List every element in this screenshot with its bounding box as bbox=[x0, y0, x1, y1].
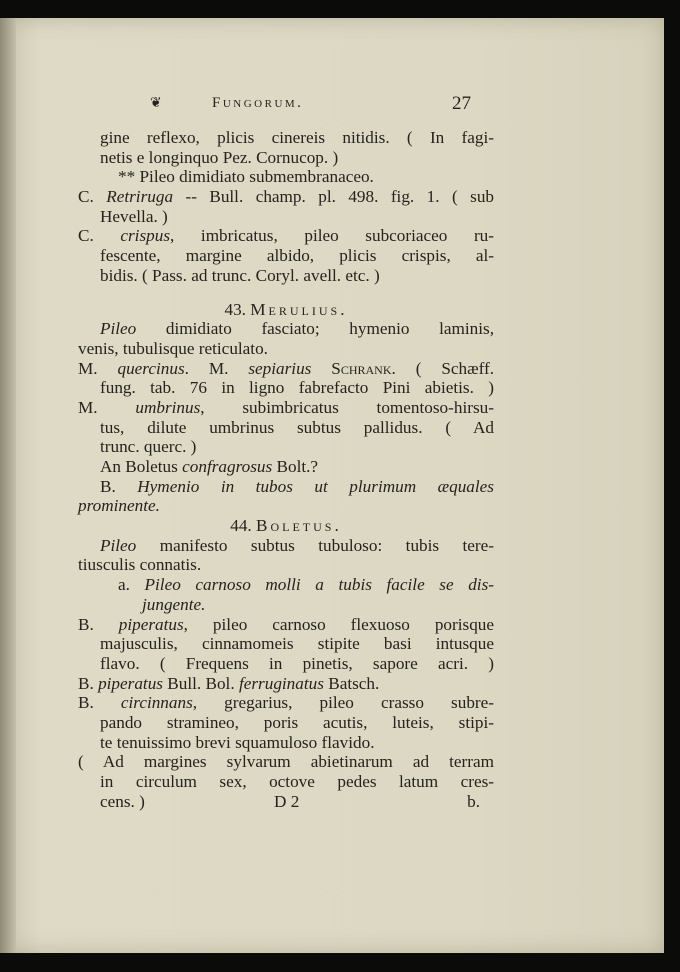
species-entry: C. Retriruga -- Bull. champ. pl. 498. fig. 1. ( sub bbox=[78, 187, 495, 207]
page-number: 27 bbox=[452, 93, 471, 114]
text-line: trunc. querc. ) bbox=[100, 437, 197, 457]
text-line: Hevella. ) bbox=[100, 206, 168, 226]
text-line: gine reflexo, plicis cinereis nitidis. ( In fagi- bbox=[100, 128, 494, 147]
text-block bbox=[78, 128, 494, 811]
genus-heading-boletus: 44. Boletus. bbox=[230, 516, 342, 536]
species-entry: C. crispus, imbricatus, pileo subcoriaceo ru- bbox=[78, 226, 494, 246]
genus-heading-merulius: 43. Merulius. bbox=[224, 299, 348, 319]
genus-description: Pileo manifesto subtus tubuloso: tubis tere- bbox=[100, 535, 494, 555]
text-line: ( Ad margines sylvarum abietinarum ad terram bbox=[78, 752, 494, 772]
signature-mark: D 2 bbox=[274, 791, 300, 811]
text-line: fung. tab. 76 in ligno fabrefacto Pini abietis. ) bbox=[100, 378, 494, 398]
ornament-icon: ❦ bbox=[150, 96, 162, 111]
section-heading: B. Hymenio in tubos ut plurimum æquales bbox=[100, 476, 494, 496]
species-entry: B. piperatus Bull. Bol. ferruginatus Batsch. bbox=[78, 673, 380, 693]
text-line: tus, dilute umbrinus subtus pallidus. ( Ad bbox=[100, 417, 494, 437]
text-line: flavo. ( Frequens in pinetis, sapore acri. ) bbox=[100, 653, 494, 673]
text-line: venis, tubulisque reticulato. bbox=[78, 338, 268, 358]
running-head bbox=[0, 95, 664, 119]
text-line: te tenuissimo brevi squamuloso flavido. bbox=[100, 732, 375, 752]
species-entry: M. quercinus. M. sepiarius Schrank. ( Schæff. bbox=[78, 358, 494, 378]
text-line: in circulum sex, octove pedes latum cres- bbox=[100, 772, 494, 791]
catchword: b. bbox=[467, 791, 480, 811]
text-line: tiusculis connatis. bbox=[78, 555, 202, 575]
page-gutter bbox=[0, 18, 16, 953]
species-entry: B. circinnans, gregarius, pileo crasso subre- bbox=[78, 693, 494, 713]
species-entry: B. piperatus, pileo carnoso flexuoso porisque bbox=[78, 614, 495, 634]
species-entry: M. umbrinus, subimbricatus tomentoso-hirsu- bbox=[78, 397, 494, 417]
text-line: majusculis, cinnamomeis stipite basi intusque bbox=[100, 634, 494, 654]
book-page bbox=[0, 18, 664, 953]
text-line: ** Pileo dimidiato submembranaceo. bbox=[118, 167, 374, 187]
text-line: cens. ) D 2 b. bbox=[100, 791, 480, 811]
text-line: prominente. bbox=[78, 496, 160, 516]
text-line: bidis. ( Pass. ad trunc. Coryl. avell. etc. ) bbox=[100, 265, 380, 285]
text-line: netis e longinquo Pez. Cornucop. ) bbox=[100, 147, 339, 167]
genus-description: Pileo dimidiato fasciato; hymenio laminis, bbox=[100, 319, 494, 339]
text-line: fescente, margine albido, plicis crispis, al- bbox=[100, 246, 494, 266]
text-line: jungente. bbox=[142, 594, 206, 614]
text-line: pando stramineo, poris acutis, luteis, stipi- bbox=[100, 712, 494, 732]
section-heading: a. Pileo carnoso molli a tubis facile se dis- bbox=[118, 575, 494, 595]
text-line: An Boletus confragrosus Bolt.? bbox=[100, 457, 319, 476]
running-title: Fungorum. bbox=[212, 95, 304, 111]
